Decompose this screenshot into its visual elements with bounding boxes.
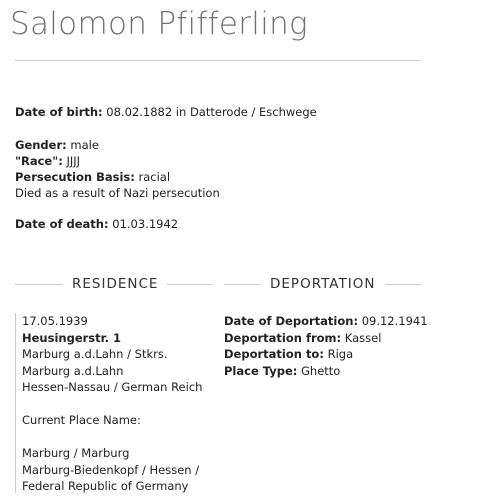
dob-label: Date of birth:	[15, 105, 103, 119]
persecution-label: Persecution Basis:	[15, 170, 135, 184]
place-type-line	[224, 363, 428, 380]
deportation-date-line	[224, 313, 428, 330]
deportation-to-value: Riga	[323, 347, 354, 361]
deportation-date-value: 09.12.1941	[358, 314, 428, 328]
current-place-line-1: Marburg / Marburg	[22, 446, 130, 460]
residence-rule-left	[15, 284, 63, 285]
deportation-to-label: Deportation to:	[224, 347, 324, 361]
persecution-value: racial	[134, 170, 171, 184]
deportation-to-line	[224, 346, 428, 363]
deportation-heading	[224, 276, 421, 292]
gender-line	[15, 137, 99, 153]
race-value: JJJJ	[62, 154, 81, 168]
race-line	[15, 153, 80, 169]
page-title: Salomon Pfifferling	[10, 6, 308, 42]
death-note: Died as a result of Nazi persecution	[15, 186, 220, 200]
residence-line-3: Hessen-Nassau / German Reich	[22, 380, 203, 394]
dob-value: 08.02.1882 in Datterode / Eschwege	[102, 105, 317, 119]
residence-street: Heusingerstr. 1	[22, 330, 122, 345]
current-place-line-2: Marburg-Biedenkopf / Hessen /	[22, 462, 200, 477]
gender-value: male	[66, 138, 99, 152]
residence-heading	[15, 276, 212, 292]
persecution-line	[15, 169, 170, 185]
deportation-from-label: Deportation from:	[224, 330, 342, 345]
place-type-value: Ghetto	[297, 363, 341, 378]
deportation-column	[224, 313, 428, 379]
race-label: "Race":	[15, 154, 63, 168]
dod-label: Date of death:	[15, 217, 109, 231]
current-place-label: Current Place Name:	[22, 413, 141, 427]
title-divider	[15, 60, 420, 61]
deportation-from-line	[224, 330, 428, 347]
gender-label: Gender:	[15, 138, 67, 152]
residence-column	[15, 313, 202, 493]
dod-value: 01.03.1942	[108, 217, 179, 231]
birth-line	[15, 104, 317, 120]
residence-heading-label: RESIDENCE	[72, 276, 159, 292]
deportation-rule-right	[385, 284, 421, 285]
deportation-rule-left	[224, 284, 260, 285]
residence-date: 17.05.1939	[22, 314, 88, 328]
death-line	[15, 216, 178, 232]
residence-line-1: Marburg a.d.Lahn / Stkrs.	[22, 347, 168, 361]
deportation-date-label: Date of Deportation:	[224, 314, 359, 328]
deportation-heading-label: DEPORTATION	[270, 276, 376, 292]
current-place-line-3: Federal Republic of Germany	[22, 479, 189, 493]
deportation-from-value: Kassel	[341, 330, 382, 345]
place-type-label: Place Type:	[224, 363, 298, 378]
residence-rule-right	[167, 284, 212, 285]
residence-line-2: Marburg a.d.Lahn	[22, 363, 124, 378]
